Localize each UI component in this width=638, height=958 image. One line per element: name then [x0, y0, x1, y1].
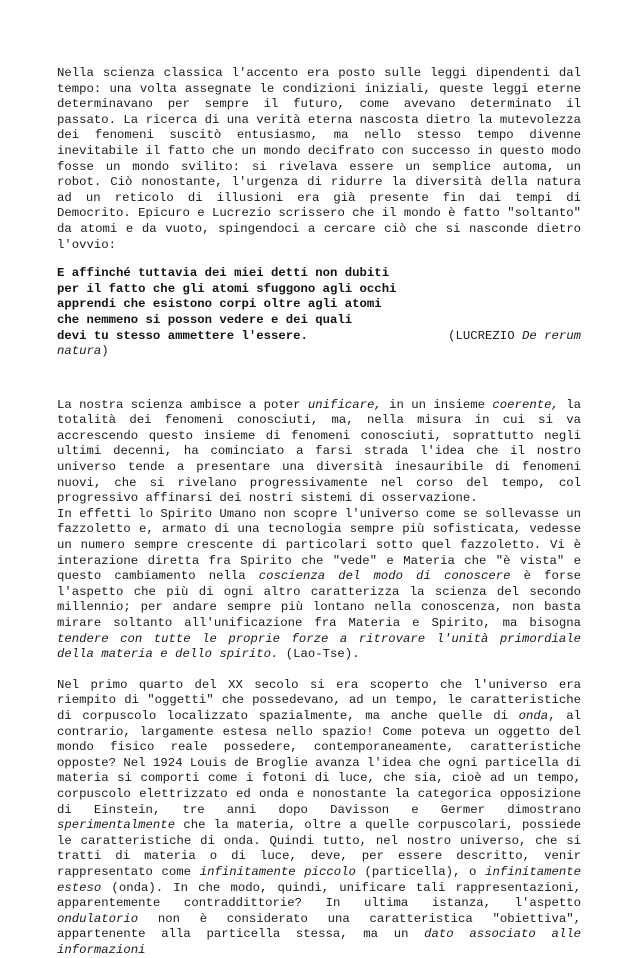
citation-close: ) — [101, 344, 109, 359]
italic-run: ondulatorio — [57, 911, 139, 926]
citation-work: De rerum — [521, 328, 581, 343]
paragraph-text: Nella scienza classica l'accento era posto sulle leggi dipendenti dal tempo: una volta assegnate le condizioni iniziali, queste leggi eterne determinavano per sempre il futuro, come avevano determinato il passato. La ricerca di una verità eterna nascosta dietro la mutevolezza dei fenomeni suscitò entusiasmo, ma nello stesso tempo divenne inevitabile il fatto che un mondo decifrato con successo in questo modo fosse un mondo svilito: si rivelava essere un semplice automa, un robot. Ciò nonostante, l'urgenza di ridurre la diversità della natura ad un reticolo di illusioni era già presente fin dai tempi di Democrito. Epicuro e Lucrezio scrissero che il mondo è fatto "soltanto" da atomi e da vuoto, spingendoci a cercare ciò che si nasconde dietro l'ovvio: — [57, 66, 581, 252]
italic-run: unificare, — [307, 397, 382, 412]
italic-run: infinitamente piccolo — [199, 864, 356, 879]
italic-run: tendere con tutte le proprie forze a ritrovare l'unità primordiale della materia e dello spirito. — [57, 631, 581, 662]
citation-work-continued: natura — [57, 344, 102, 359]
text-run: che la materia, oltre a quelle corpuscolari, possiede le caratteristiche di onda. Quindi tutto, nel nostro universo, che si tratti di materia o di luce, deve, per essere descritto, venir rappresentato come — [57, 818, 581, 879]
verse-line: devi tu stesso ammettere l'essere. — [57, 328, 308, 343]
italic-run: sperimentalmente — [57, 818, 176, 833]
verse-line: che nemmeno si posson vedere e dei quali — [57, 312, 353, 327]
citation-continued — [57, 344, 109, 358]
verse-line: apprendi che esistono corpi oltre agli atomi — [57, 297, 382, 312]
text-run: (onda). In che modo, quindi, unificare tali rappresentazioni, apparentemente contraddittorie? In ultima istanza, l'aspetto — [57, 880, 581, 911]
paragraph-human-spirit — [57, 507, 581, 663]
italic-run: coscienza del modo di conoscere — [258, 569, 511, 584]
text-run: (particella), o — [355, 864, 486, 879]
lucretius-quote — [57, 266, 581, 360]
document-page — [57, 66, 581, 958]
text-run: la totalità dei fenomeni conosciuti, ma, nella misura in cui si va accrescendo questo insieme di fenomeni conosciuti, soprattutto negli ultimi decenni, ha cominciato a farsi strada l'idea che il nostro universo tende a presentare una diversità inesauribile di fenomeni nuovi, che si rivelano progressivamente nel corso del tempo, col progressivo affinarsi dei nostri sistemi di osservazione. — [57, 397, 581, 506]
italic-run: onda — [518, 708, 549, 723]
text-run: Nel primo quarto del XX secolo si era scoperto che l'universo era riempito di "oggetti" che possedevano, ad un tempo, le caratteristiche di corpuscolo localizzato spazialmente, ma anche quelle di — [57, 677, 581, 723]
italic-run: infinitamente esteso — [57, 864, 581, 895]
paragraph-classical-science — [57, 66, 581, 253]
verse-last-row — [57, 329, 581, 345]
paragraph-wave-particle — [57, 678, 581, 958]
citation — [448, 329, 581, 345]
text-run: (Lao-Tse). — [278, 647, 360, 662]
text-run: è forse l'aspetto che più di ogni altro caratterizza la scienza del secondo millennio; per andare sempre più lontano nella conoscenza, non basta mirare soltanto all'unificazione fra Materia e Spirito, ma bisogna — [57, 569, 581, 630]
verse-line: E affinché tuttavia dei miei detti non dubiti — [57, 266, 390, 281]
verse-line: per il fatto che gli atomi sfuggono agli occhi — [57, 281, 397, 296]
italic-run: coerente, — [492, 397, 559, 412]
paragraph-unification — [57, 398, 581, 507]
italic-run: dato associato alle informazioni — [57, 927, 581, 957]
text-run: non è considerato una caratteristica "obiettiva", appartenente alla particella stessa, ma un — [57, 911, 581, 942]
citation-author: (LUCREZIO — [448, 328, 522, 343]
text-run: La nostra scienza ambisce a poter — [57, 397, 308, 412]
text-run: , al contrario, largamente estesa nello spazio! Come poteva un oggetto del mondo fisico reale possedere, contemporaneamente, caratteristiche opposte? Nel 1924 Louis de Broglie avanza l'idea che ogni particella di materia si comporti come i fotoni di luce, che sia, cioè ad un tempo, corpuscolo elettrizzato ed onda e nonostante la categorica opposizione di Einstein, tre anni dopo Davisson e Germer dimostrano — [57, 708, 581, 817]
text-run: in un insieme — [381, 397, 493, 412]
text-run: In effetti lo Spirito Umano non scopre l'universo come se sollevasse un fazzoletto e, armato di una tecnologia sempre più sofisticata, vedesse un numero sempre crescente di particolari sotto quel fazzoletto. Vi è interazione diretta fra Spirito che "vede" e Materia che "è vista" e questo cambiamento nella — [57, 506, 581, 584]
